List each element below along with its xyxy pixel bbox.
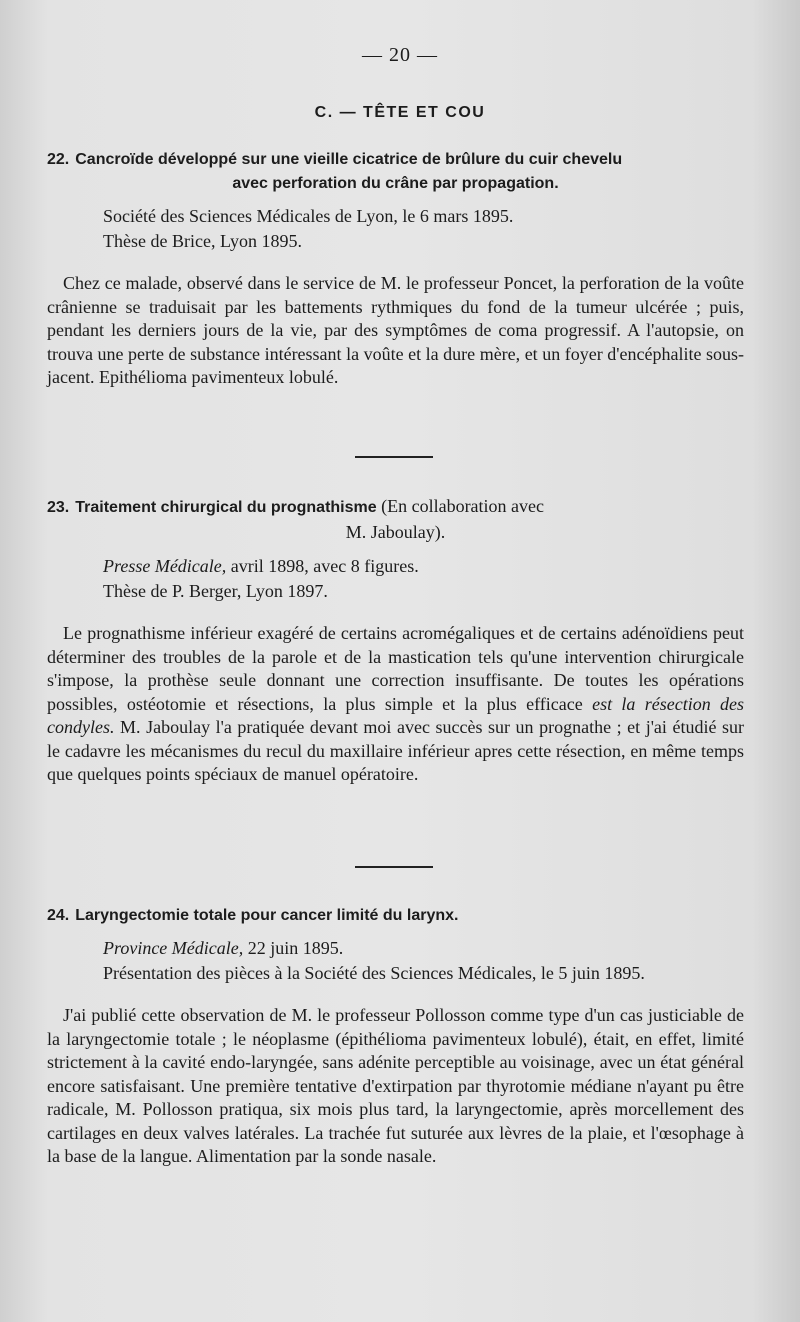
references (103, 936, 744, 986)
reference-1: Société des Sciences Médicales de Lyon, le 6 mars 1895. (103, 206, 514, 226)
entry-23 (47, 494, 744, 787)
reference-2: Présentation des pièces à la Société des Sciences Médicales, le 5 juin 1895. (103, 963, 645, 983)
references (103, 204, 744, 254)
journal-name: Province Médicale, (103, 938, 244, 958)
entry-22 (47, 148, 744, 390)
entry-title (47, 904, 744, 928)
reference-2: Thèse de Brice, Lyon 1895. (103, 231, 302, 251)
entry-number: 23. (47, 499, 70, 516)
entry-title-bold: Traitement chirurgical du prognathisme (75, 499, 377, 516)
entry-number: 24. (47, 907, 70, 924)
entry-body-italic: est la résection des condyles. (47, 693, 745, 737)
entry-body: Chez ce malade, observé dans le service de M. le professeur Poncet, la perforation de la voûte crânienne se traduisait par les battements rythmiques du fond de la tumeur ulcérée ; puis, pendant les derniers jours de la vie, par des symptômes de coma progressif. A l'autopsie, on trouva une perte de substance intéressant la voûte et la dure mère, et un foyer d'encéphalite sous-jacent. Epithélioma pavimenteux lobulé. (47, 273, 744, 387)
reference-1 (103, 936, 744, 961)
entry-title-line2: avec perforation du crâne par propagation. (232, 175, 559, 192)
separator-rule (355, 866, 433, 868)
journal-name: Presse Médicale, (103, 556, 227, 576)
reference-1-detail: 22 juin 1895. (247, 938, 344, 958)
separator-rule (355, 456, 433, 458)
entry-body (47, 622, 744, 787)
entry-number: 22. (47, 151, 70, 168)
section-heading: C. — TÊTE ET COU (314, 104, 486, 121)
reference-1 (103, 554, 744, 579)
entry-body-part1: Le prognathisme inférieur exagéré de certains acromégaliques et de certains adénoïdiens peut déterminer des troubles de la parole et de la mastication tels qu'une intervention chirurgicale s'impose, la prothèse seule donnant une correction insuffisante. De toutes les opérations possibles, ostéotomie et résections, la plus simple et la plus efficace (47, 623, 744, 714)
entry-body-part2: M. Jaboulay l'a pratiquée devant moi avec succès sur un prognathe ; et j'ai étudié sur le cadavre les mécanismes du recul du maxillaire inférieur apres cette résection, en même temps que quelques points spéciaux de manuel opératoire. (47, 717, 744, 784)
entry-title (47, 148, 744, 172)
entry-title-line1: Cancroïde développé sur une vieille cicatrice de brûlure du cuir chevelu (75, 151, 623, 168)
entry-title-collab: (En collaboration avec (381, 496, 545, 516)
entry-body: J'ai publié cette observation de M. le professeur Pollosson comme type d'un cas justiciable de la laryngectomie totale ; le néoplasme (épithélioma pavimenteux lobulé), était, en effet, limité strictement à la cavité endo-laryngée, sans adénite perceptible au voisinage, avec un état général encore satisfaisant. Une première tentative d'extirpation par thyrotomie médiane n'ayant pu être radicale, M. Pollosson pratiqua, six mois plus tard, la laryngectomie, après morcellement des cartilages en deux valves latérales. La trachée fut suturée aux lèvres de la plaie, et l'œsophage à la base de la langue. Alimentation par la sonde nasale. (47, 1005, 744, 1166)
entry-title-line2-wrap (47, 520, 744, 546)
entry-title (47, 494, 744, 520)
entry-title-line1: Laryngectomie totale pour cancer limité du larynx. (75, 907, 459, 924)
references (103, 554, 744, 604)
entry-24 (47, 904, 744, 1169)
entry-title-line2: M. Jaboulay). (345, 522, 446, 542)
reference-2: Thèse de P. Berger, Lyon 1897. (103, 581, 328, 601)
page-number: — 20 — (362, 44, 438, 66)
reference-1-detail: avril 1898, avec 8 figures. (230, 556, 419, 576)
